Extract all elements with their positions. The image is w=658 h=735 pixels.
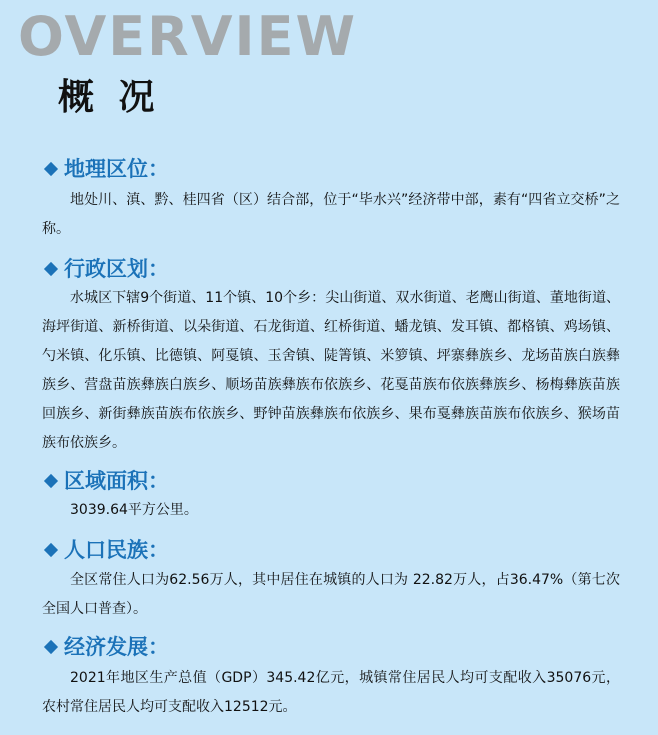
- section-body: 2021年地区生产总值（GDP）345.42亿元，城镇常住居民人均可支配收入35076元，农村常住居民人均可支配收入12512元。: [42, 670, 620, 715]
- section-heading: [42, 256, 169, 282]
- section-body: 3039.64平方公里。: [70, 502, 198, 518]
- section-body: 全区常住人口为62.56万人，其中居住在城镇的人口为 22.82万人，占36.47%（第七次全国人口普查）。: [42, 572, 620, 617]
- diamond-icon: [44, 162, 58, 176]
- section-heading: [42, 537, 169, 563]
- section-heading: [42, 468, 169, 494]
- diamond-icon: [44, 474, 58, 488]
- section-body: 水城区下辖9个街道、11个镇、10个乡：尖山街道、双水街道、老鹰山街道、董地街道、海坪街道、新桥街道、以朵街道、石龙街道、红桥街道、蟠龙镇、发耳镇、都格镇、鸡场镇、勺米镇、化乐镇、比德镇、阿戛镇、玉舍镇、陡箐镇、米箩镇、坪寨彝族乡、龙场苗族白族彝族乡、营盘苗族彝族白族乡、顺场苗族彝族布依族乡、花戛苗族布依族彝族乡、杨梅彝族苗族回族乡、新街彝族苗族布依族乡、野钟苗族彝族布依族乡、果布戛彝族苗族布依族乡、猴场苗族布依族乡。: [42, 290, 620, 451]
- section-heading-label: 区域面积：: [64, 468, 169, 493]
- diamond-icon: [44, 262, 58, 276]
- section-body: 地处川、滇、黔、桂四省（区）结合部，位于“毕水兴”经济带中部，素有“四省立交桥”之称。: [42, 192, 620, 237]
- section-heading-label: 经济发展：: [64, 634, 169, 659]
- section-heading-label: 行政区划：: [64, 256, 169, 281]
- overview-title: OVERVIEW: [18, 5, 358, 68]
- page-title: 概 况: [58, 77, 161, 118]
- section-heading-label: 人口民族：: [64, 537, 169, 562]
- section-heading: [42, 156, 169, 182]
- section-heading-label: 地理区位：: [64, 156, 169, 181]
- diamond-icon: [44, 543, 58, 557]
- diamond-icon: [44, 640, 58, 654]
- section-heading: [42, 634, 169, 660]
